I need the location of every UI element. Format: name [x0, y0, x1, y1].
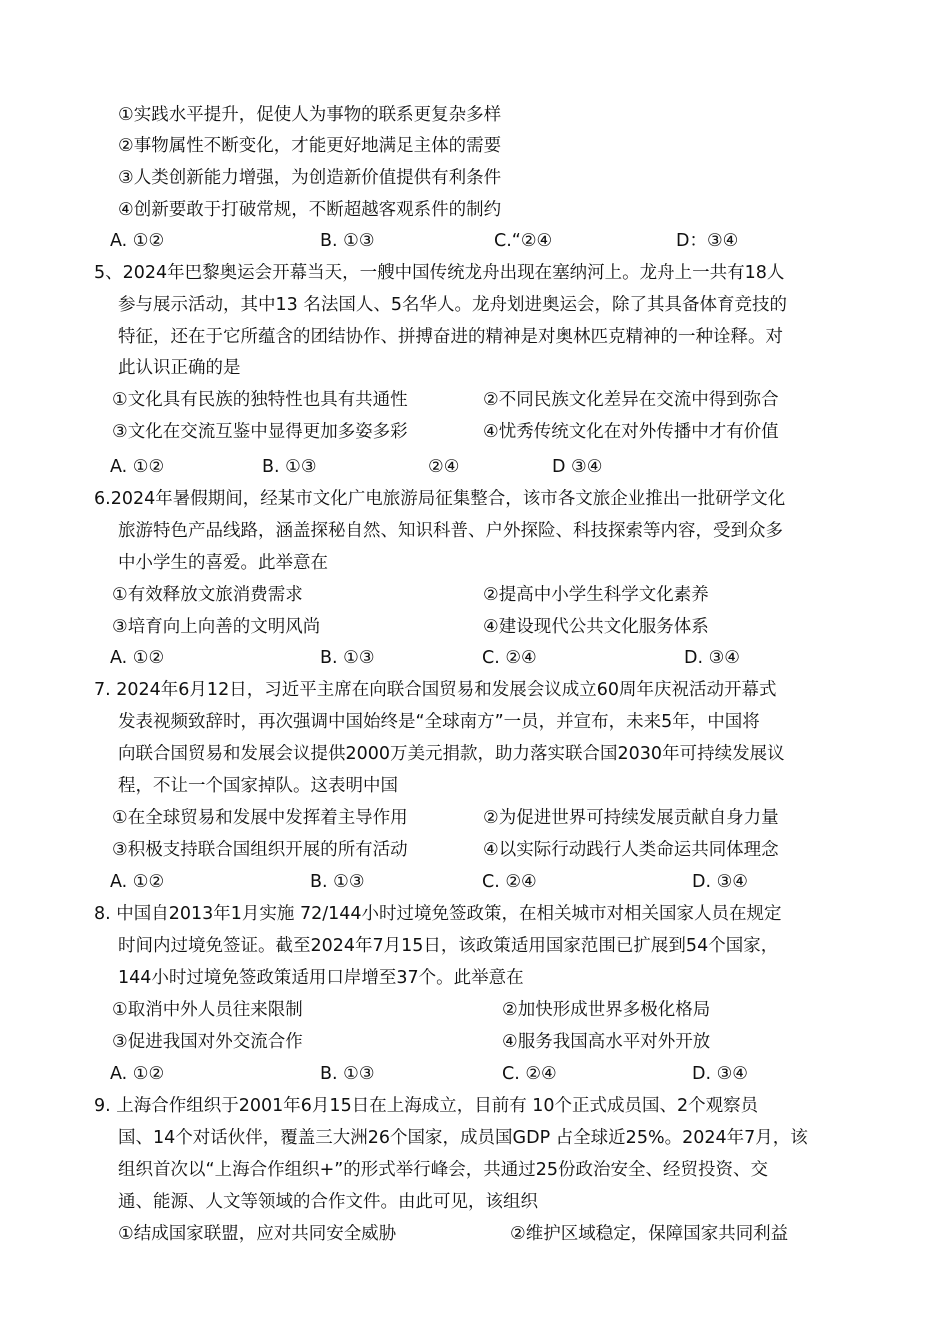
q9-stem-line-1: 9. 上海合作组织于2001年6月15日在上海成立，目前有 10个正式成员国、2个观察员: [94, 1096, 759, 1116]
q7-stem-line-2: 发表视频致辞时，再次强调中国始终是“全球南方”一员，并宣布，未来5年，中国将: [118, 712, 760, 732]
q6-choice-c: C. ②④: [482, 648, 537, 668]
q9-stem-line-4: 通、能源、人文等领域的合作文件。由此可见，该组织: [118, 1192, 538, 1212]
q7-choice-a: A. ①②: [110, 872, 165, 892]
q6-statement-3: ③培育向上向善的文明风尚: [112, 617, 321, 637]
q4-choice-c: C.“②④: [494, 231, 553, 251]
q5-statement-4: ④忧秀传统文化在对外传播中才有价值: [483, 422, 779, 442]
q6-choice-d: D. ③④: [684, 648, 740, 668]
q6-stem-line-2: 旅游特色产品线路，涵盖探秘自然、知识科普、户外探险、科技探索等内容，受到众多: [118, 521, 783, 541]
q6-statement-1: ①有效释放文旅消费需求: [112, 585, 303, 605]
q4-statement-4: ④创新要敢于打破常规，不断超越客观系件的制约: [118, 200, 502, 220]
q7-statement-1: ①在全球贸易和发展中发挥着主导作用: [112, 808, 408, 828]
q7-stem-line-3: 向联合国贸易和发展会议提供2000万美元捐款，助力落实联合国2030年可持续发展议: [118, 744, 785, 764]
q8-choice-a: A. ①②: [110, 1064, 165, 1084]
q6-stem-line-1: 6.2024年暑假期间，经某市文化广电旅游局征集整合，该市各文旅企业推出一批研学文化: [94, 489, 786, 509]
q8-stem-line-2: 时间内过境免签证。截至2024年7月15日，该政策适用国家范围已扩展到54个国家，: [118, 936, 779, 956]
q5-choice-b: B. ①③: [262, 457, 317, 477]
q8-statement-1: ①取消中外人员往来限制: [112, 1000, 303, 1020]
q5-stem-line-4: 此认识正确的是: [118, 358, 241, 378]
q4-choice-d: D：③④: [676, 231, 739, 251]
q6-choice-a: A. ①②: [110, 648, 165, 668]
q8-choice-c: C. ②④: [502, 1064, 557, 1084]
q6-statement-4: ④建设现代公共文化服务体系: [483, 617, 709, 637]
q6-stem-line-3: 中小学生的喜爱。此举意在: [118, 553, 328, 573]
q8-choice-b: B. ①③: [320, 1064, 375, 1084]
q7-stem-line-1: 7. 2024年6月12日，习近平主席在向联合国贸易和发展会议成立60周年庆祝活动开幕式: [94, 680, 777, 700]
q9-statement-1: ①结成国家联盟，应对共同安全威胁: [118, 1224, 397, 1244]
q5-choice-a: A. ①②: [110, 457, 165, 477]
q8-stem-line-1: 8. 中国自2013年1月实施 72/144小时过境免签政策，在相关城市对相关国家人员在规定: [94, 904, 782, 924]
q7-statement-4: ④以实际行动践行人类命运共同体理念: [483, 840, 779, 860]
q8-statement-4: ④服务我国高水平对外开放: [502, 1032, 711, 1052]
q5-stem-line-2: 参与展示活动，其中13 名法国人、5名华人。龙舟划进奥运会，除了其具备体育竞技的: [118, 295, 787, 315]
q4-statement-2: ②事物属性不断变化，才能更好地满足主体的需要: [118, 136, 502, 156]
q4-statement-1: ①实践水平提升，促使人为事物的联系更复杂多样: [118, 105, 502, 125]
q7-choice-d: D. ③④: [692, 872, 748, 892]
q5-stem-line-1: 5、2024年巴黎奥运会开幕当天，一艘中国传统龙舟出现在塞纳河上。龙舟上一共有18人: [94, 263, 785, 283]
q8-statement-3: ③促进我国对外交流合作: [112, 1032, 303, 1052]
q8-choice-d: D. ③④: [692, 1064, 748, 1084]
q5-statement-3: ③文化在交流互鉴中显得更加多姿多彩: [112, 422, 408, 442]
q4-choice-a: A. ①②: [110, 231, 165, 251]
q6-choice-b: B. ①③: [320, 648, 375, 668]
q6-statement-2: ②提高中小学生科学文化素养: [483, 585, 709, 605]
q9-statement-2: ②维护区域稳定，保障国家共同利益: [510, 1224, 789, 1244]
q7-statement-2: ②为促进世界可持续发展贡献自身力量: [483, 808, 779, 828]
q5-statement-2: ②不同民族文化差异在交流中得到弥合: [483, 390, 779, 410]
q5-choice-d: D ③④: [552, 457, 603, 477]
q9-stem-line-3: 组织首次以“上海合作组织+”的形式举行峰会，共通过25份政治安全、经贸投资、交: [118, 1160, 769, 1180]
q8-stem-line-3: 144小时过境免签政策适用口岸增至37个。此举意在: [118, 968, 524, 988]
q7-choice-b: B. ①③: [310, 872, 365, 892]
q4-statement-3: ③人类创新能力增强，为创造新价值提供有利条件: [118, 168, 502, 188]
q4-choice-b: B. ①③: [320, 231, 375, 251]
q7-stem-line-4: 程，不让一个国家掉队。这表明中国: [118, 776, 398, 796]
q7-statement-3: ③积极支持联合国组织开展的所有活动: [112, 840, 408, 860]
q8-statement-2: ②加快形成世界多极化格局: [502, 1000, 711, 1020]
q9-stem-line-2: 国、14个对话伙伴，覆盖三大洲26个国家，成员国GDP 占全球近25%。2024年7月，该: [118, 1128, 808, 1148]
q5-stem-line-3: 特征，还在于它所蕴含的团结协作、拼搏奋进的精神是对奥林匹克精神的一种诠释。对: [118, 327, 783, 347]
q5-choice-c: ②④: [428, 457, 460, 477]
q7-choice-c: C. ②④: [482, 872, 537, 892]
q5-statement-1: ①文化具有民族的独特性也具有共通性: [112, 390, 408, 410]
